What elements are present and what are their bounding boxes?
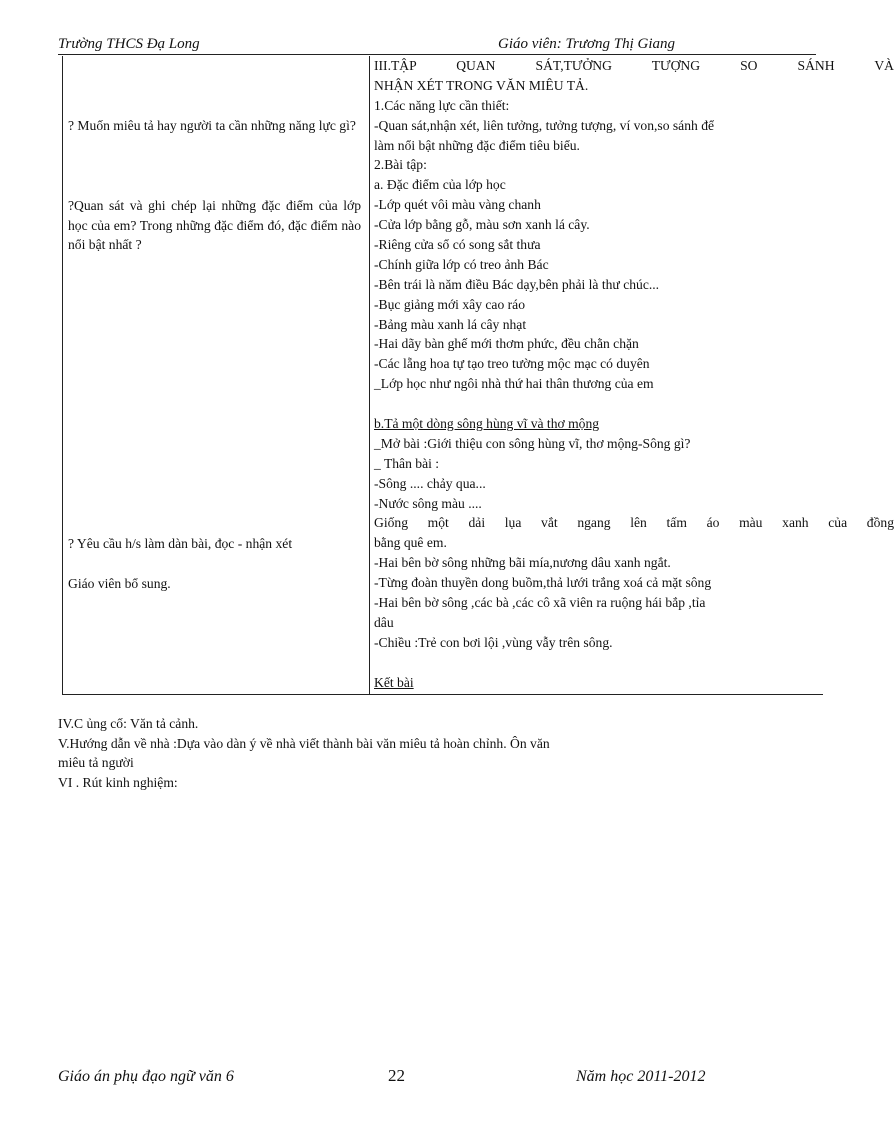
teacher-name: Giáo viên: Trương Thị Giang — [498, 36, 676, 52]
content-line — [374, 394, 894, 414]
content-line: -Bên trái là năm điều Bác dạy,bên phải là thư chúc... — [374, 276, 660, 292]
page-number: 22 — [388, 1066, 405, 1085]
content-line: -Nước sông màu .... — [374, 495, 482, 511]
content-line: -Hai bên bờ sông những bãi mía,nương dâu xanh ngắt. — [374, 555, 671, 571]
content-line: -Lớp quét vôi màu vàng chanh — [374, 197, 541, 213]
footer-title: Giáo án phụ đạo ngữ văn 6 — [58, 1068, 234, 1085]
content-column — [374, 56, 894, 693]
page-header — [58, 34, 816, 55]
conclusion-heading: Kết bài — [374, 674, 414, 690]
content-line: 1.Các năng lực cần thiết: — [374, 97, 510, 113]
content-line: -Riêng cửa sổ có song sắt thưa — [374, 237, 541, 253]
content-line: -Từng đoàn thuyền dong buồm,thả lưới trắng xoá cả mặt sông — [374, 575, 712, 591]
content-line: Giống một dải lụa vắt ngang lên tấm áo màu xanh của đồng — [374, 515, 894, 531]
question-outline: ? Yêu cầu h/s làm dàn bài, đọc - nhận xét — [68, 536, 293, 551]
content-line: _Mở bài :Giới thiệu con sông hùng vĩ, thơ mộng-Sông gì? — [374, 435, 691, 451]
content-line: -Cửa lớp bằng gỗ, màu sơn xanh lá cây. — [374, 217, 590, 233]
content-line: bằng quê em. — [374, 535, 447, 551]
content-line: -Hai dãy bàn ghế mới thơm phức, đều chằn chặn — [374, 336, 639, 352]
content-line: a. Đặc điểm của lớp học — [374, 177, 506, 193]
content-line: _ Thân bài : — [374, 455, 440, 471]
column-divider — [369, 56, 370, 694]
homework-note: V.Hướng dẫn về nhà :Dựa vào dàn ý về nhà viết thành bài văn miêu tả hoàn chỉnh. Ôn văn — [58, 735, 550, 751]
content-line: -Chiều :Trẻ con bơi lội ,vùng vẫy trên sông. — [374, 634, 613, 650]
teacher-supplement: Giáo viên bổ sung. — [68, 576, 171, 591]
content-line: -Chính giữa lớp có treo ảnh Bác — [374, 256, 549, 272]
content-line: -Quan sát,nhận xét, liên tưởng, tưởng tượng, ví von,so sánh để — [374, 117, 715, 133]
question-classroom: ?Quan sát và ghi chép lại những đặc điểm của lớp học của em? Trong những đặc điểm đó, đặc điểm nào nổi bật nhất ? — [68, 198, 361, 253]
school-name: Trường THCS Đạ Long — [58, 36, 200, 52]
question-abilities: ? Muốn miêu tả hay người ta cần những năng lực gì? — [68, 118, 356, 133]
homework-note-cont: miêu tả người — [58, 755, 134, 770]
content-line: -Bục giảng mới xây cao ráo — [374, 296, 526, 312]
content-line: NHẬN XÉT TRONG VĂN MIÊU TẢ. — [374, 77, 589, 93]
section-heading: b.Tả một dòng sông hùng vĩ và thơ mộng — [374, 416, 600, 432]
content-line: 2.Bài tập: — [374, 157, 427, 173]
experience-note: VI . Rút kinh nghiệm: — [58, 774, 178, 790]
lesson-table — [62, 56, 894, 695]
content-line: III.TẬP QUAN SÁT,TƯỞNG TƯỢNG SO SÁNH VÀ — [374, 58, 894, 73]
content-line: -Hai bên bờ sông ,các bà ,các cô xã viên ra ruộng hái bắp ,tỉa — [374, 595, 706, 611]
content-line — [374, 653, 894, 673]
consolidation-note: IV.C ủng cố: Văn tả cảnh. — [58, 716, 199, 731]
content-line: làm nổi bật những đặc điểm tiêu biểu. — [374, 137, 580, 153]
content-line: -Sông .... chảy qua... — [374, 475, 486, 491]
content-line: -Các lẵng hoa tự tạo treo tường mộc mạc có duyên — [374, 356, 650, 372]
school-year: Năm học 2011-2012 — [576, 1068, 706, 1085]
page-footer — [58, 1068, 758, 1092]
content-line: dâu — [374, 614, 394, 630]
content-line: -Bảng màu xanh lá cây nhạt — [374, 316, 527, 332]
lesson-notes — [58, 714, 758, 792]
content-line: _Lớp học như ngôi nhà thứ hai thân thương của em — [374, 376, 654, 392]
